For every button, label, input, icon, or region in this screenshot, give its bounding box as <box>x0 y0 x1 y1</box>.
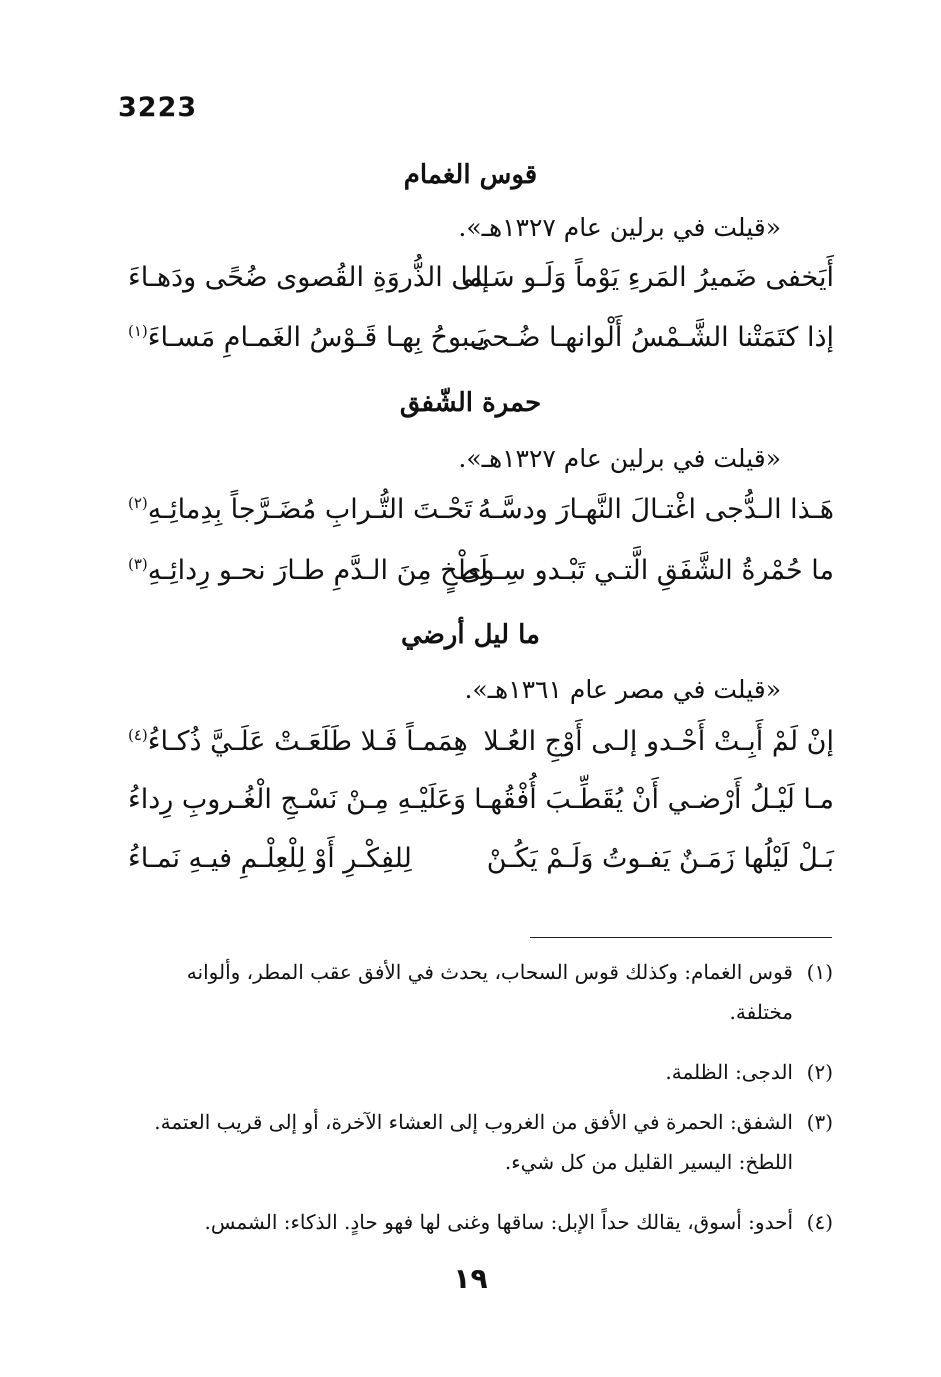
footnote-1 <box>123 952 833 1032</box>
footnote-text: الدجى: الظلمة. <box>665 1060 793 1084</box>
hemistich-first: إذا كتَمَتْنا الشَّـمْسُ أَلْوانهـا ضُـحى <box>469 322 834 353</box>
hemistich-first: بَـلْ لَيْلُها زَمَـنٌ يَفـوتُ وَلَـمْ يَكُـنْ <box>486 843 834 874</box>
footnote-3 <box>123 1102 833 1182</box>
hemistich-text: تَحْـتَ التُّـرابِ مُضَـرَّجاً بِدِمائِـهِ <box>147 494 473 525</box>
verse-3-2 <box>128 784 834 830</box>
hemistich-first: إنْ لَمْ أَبِـتْ أَحْـدو إلـى أَوْجِ العُـلا <box>483 726 834 757</box>
section-title-2: حمرة الشّفق <box>399 388 542 418</box>
page-number-top: 3223 <box>118 92 198 123</box>
footnote-line <box>123 1102 833 1142</box>
verse-2-1 <box>128 494 834 540</box>
footnote-text: قوس الغمام: وكذلك قوس السحاب، يحدث في الأفق عقب المطر، وألوانه <box>186 960 793 984</box>
hemistich-first: أَيَخفى ضَميرُ المَرءِ يَوْماً وَلَـو سَـما <box>460 262 834 293</box>
footnote-4 <box>123 1202 833 1242</box>
occasion-2: «قيلت في برلين عام ١٣٢٧هـ». <box>458 444 781 473</box>
hemistich-text: يَـبوحُ بِهـا قَـوْسُ الغَمـامِ مَسـاءَ <box>147 322 486 353</box>
section-title-3: ما ليل أرضي <box>401 620 540 650</box>
hemistich-first: مـا لَيْـلُ أَرْضـي أَنْ يُقَطِّـبَ أُفْقُهـا <box>474 784 834 815</box>
footnote-text: الشفق: الحمرة في الأفق من الغروب إلى العشاء الآخرة، أو إلى قريب العتمة. <box>154 1110 793 1134</box>
verse-1-1 <box>128 262 834 308</box>
footnote-text: أحدو: أسوق، يقالك حداً الإبل: ساقها وغنى لها فهو حادٍ. الذكاء: الشمس. <box>204 1210 793 1234</box>
hemistich-second <box>128 494 472 525</box>
hemistich-text: هِمَمـاً فَـلا طَلَعَـتْ عَلَـيَّ ذُكـاءُ <box>147 726 468 757</box>
verse-3-1 <box>128 726 834 772</box>
hemistich-second: إلى الذُّروَةِ القُصوى ضُحًى ودَهـاءَ <box>128 262 490 293</box>
verse-3-3 <box>128 843 834 889</box>
hemistich-first: هَـذا الـدُّجى اغْتـالَ النَّهـارَ ودسَّـهُ <box>477 494 834 525</box>
footnote-marker: (١) <box>128 322 148 340</box>
hemistich-second <box>128 726 468 757</box>
hemistich-second: وَعَلَيْـهِ مِـنْ نَسْـجِ الْغُـروبِ رِداءُ <box>128 784 467 815</box>
footnote-number: (٤) <box>806 1210 833 1234</box>
footnote-line: مختلفة. <box>729 1000 793 1024</box>
footnote-marker: (٤) <box>128 726 148 744</box>
footnote-line <box>123 1202 833 1242</box>
footnote-divider <box>530 937 832 938</box>
hemistich-text: لَطْخٍ مِنَ الـدَّمِ طـارَ نحـو رِدائِـهِ <box>147 555 488 586</box>
verse-2-2 <box>128 555 834 601</box>
hemistich-first: ما حُمْرةُ الشَّفَقِ الَّتـي تَبْـدو سِـوى <box>460 555 834 586</box>
footnote-2 <box>123 1052 833 1092</box>
footnote-marker: (٣) <box>128 555 148 573</box>
footnote-number: (٣) <box>806 1110 833 1134</box>
footnote-line <box>123 952 833 992</box>
footnote-line <box>123 1052 833 1092</box>
footnote-number: (١) <box>806 960 833 984</box>
footnote-marker: (٢) <box>128 494 148 512</box>
hemistich-second <box>128 322 485 353</box>
hemistich-second: لِلفِكْـرِ أَوْ لِلْعِلْـمِ فيـهِ نَمـاءُ <box>128 843 412 874</box>
footnote-line: اللطخ: اليسير القليل من كل شيء. <box>504 1150 793 1174</box>
hemistich-second <box>128 555 488 586</box>
occasion-1: «قيلت في برلين عام ١٣٢٧هـ». <box>458 213 781 242</box>
footnote-number: (٢) <box>806 1060 833 1084</box>
section-title-1: قوس الغمام <box>403 160 538 190</box>
verse-1-2 <box>128 322 834 368</box>
page-number-bottom: ١٩ <box>453 1262 488 1295</box>
occasion-3: «قيلت في مصر عام ١٣٦١هـ». <box>464 675 781 704</box>
